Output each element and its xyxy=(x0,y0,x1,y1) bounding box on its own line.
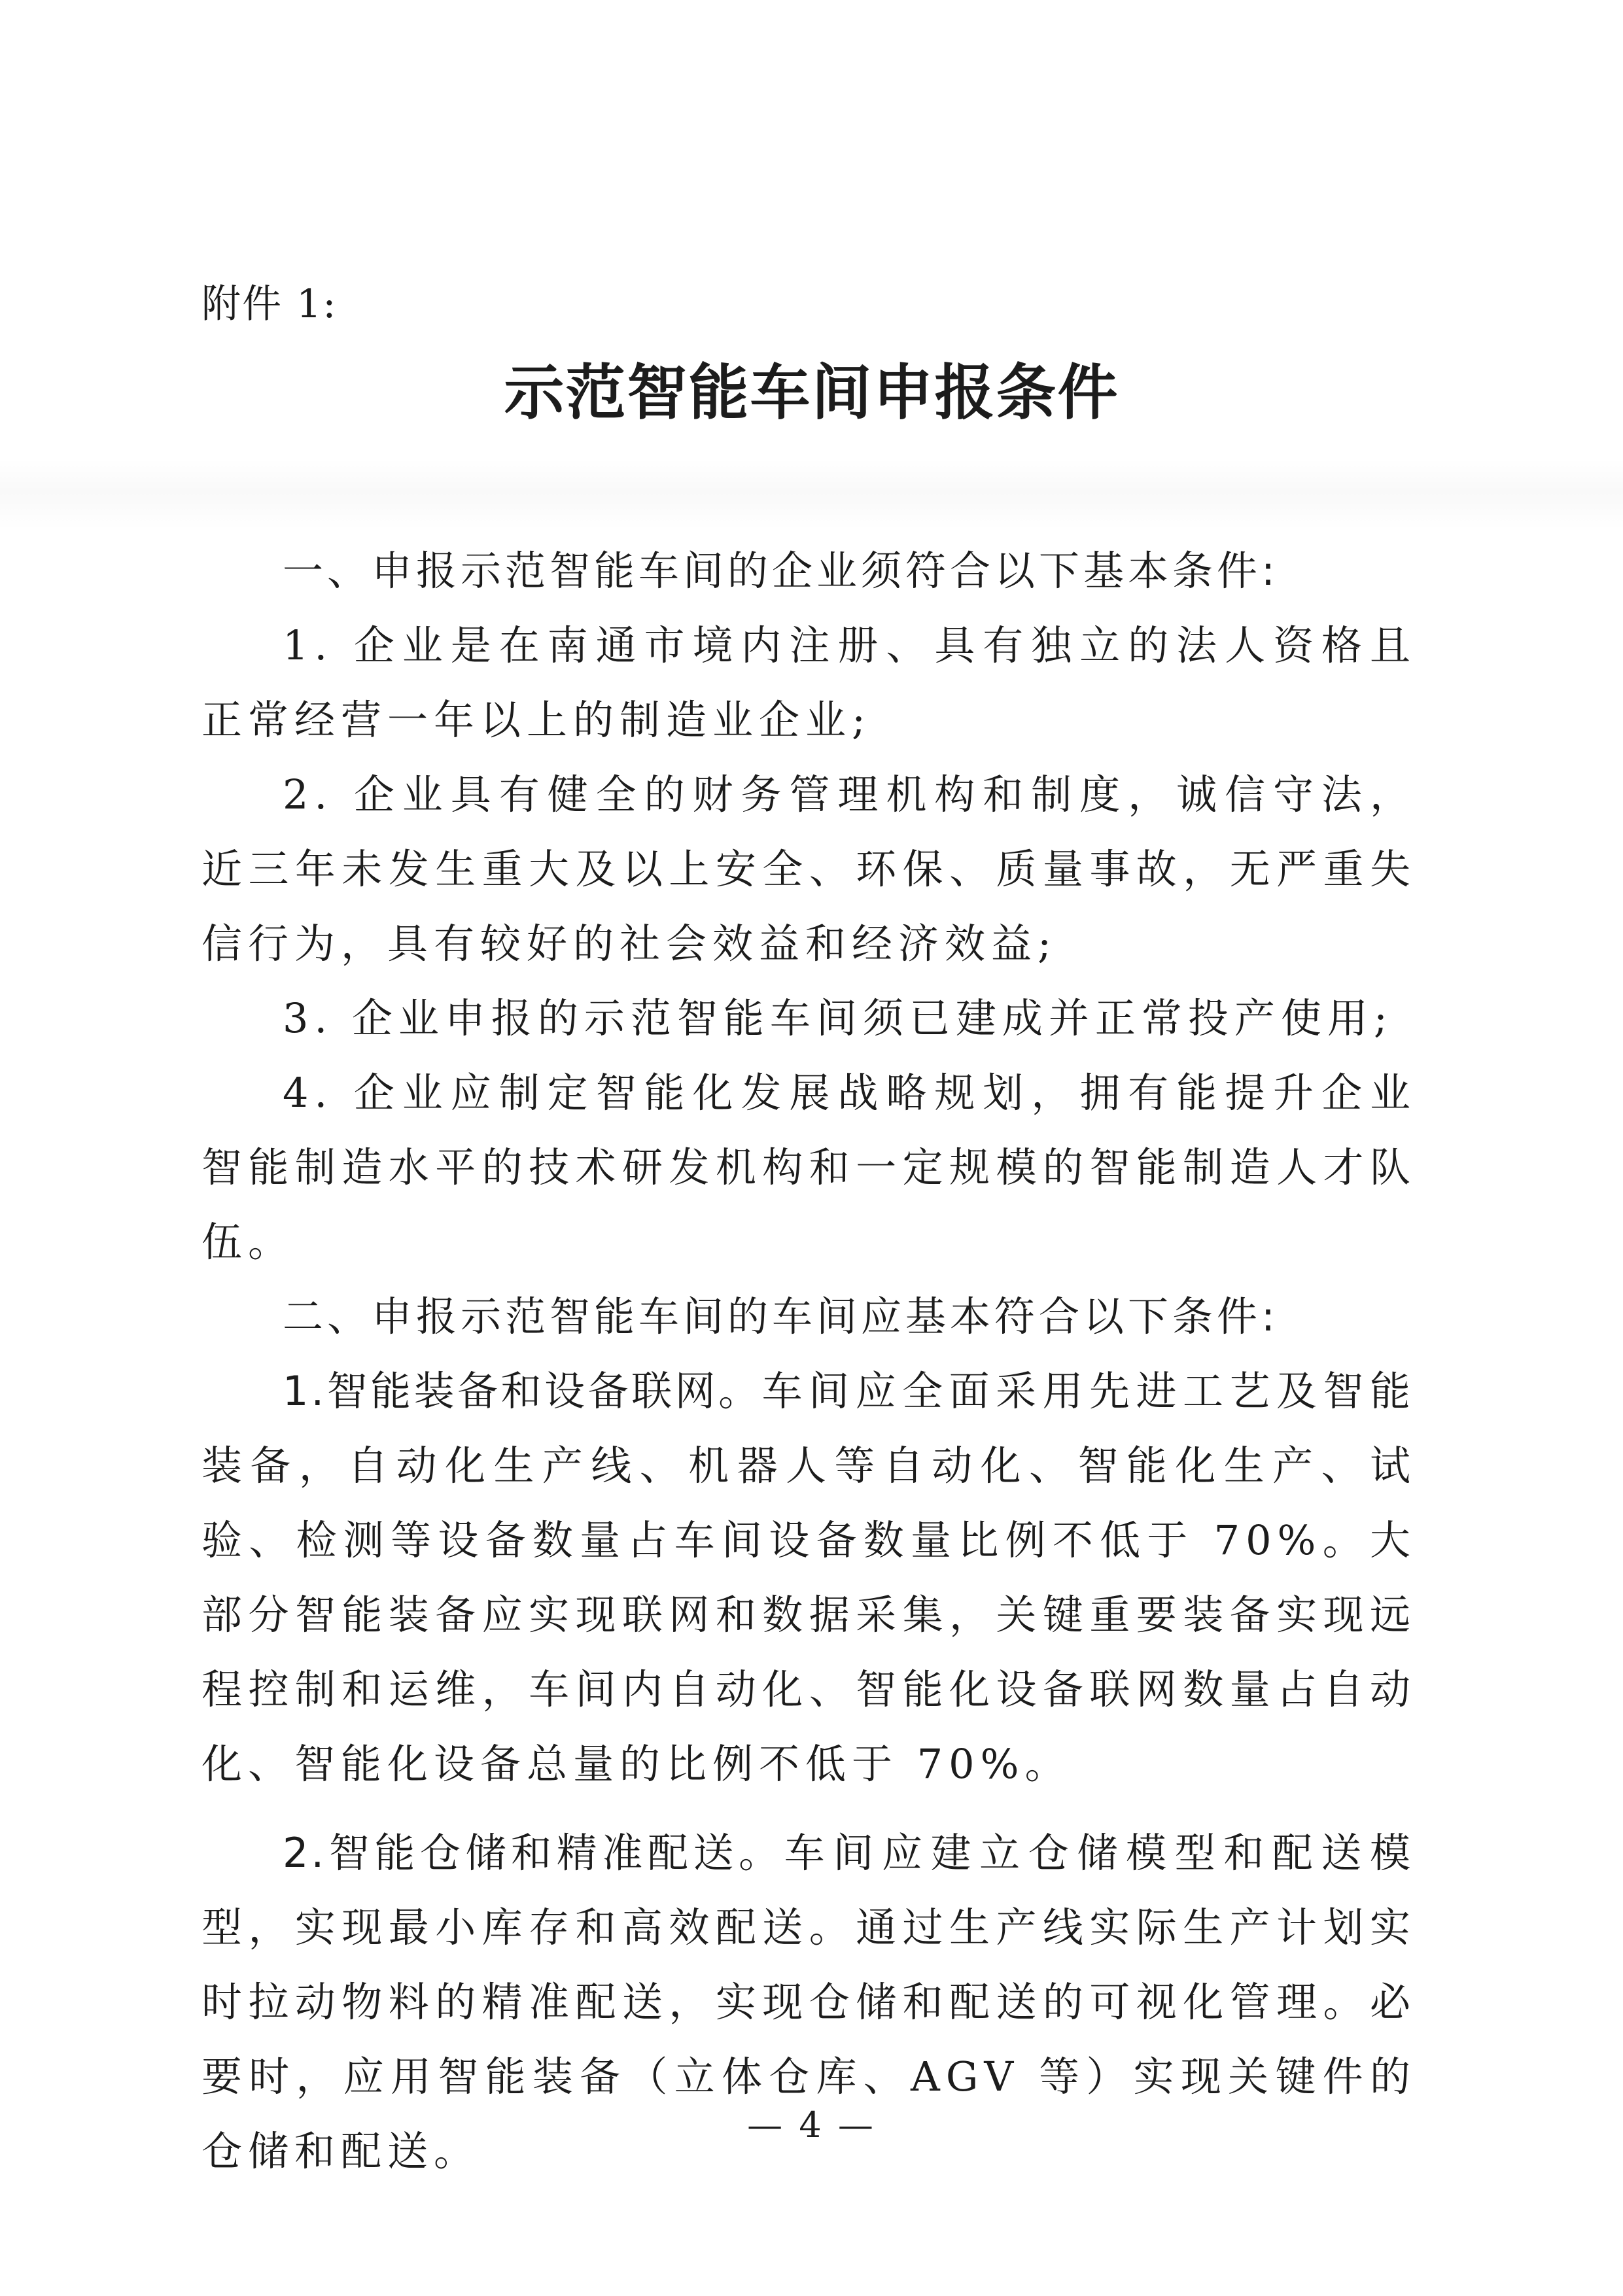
condition-item-3: 3. 企业申报的示范智能车间须已建成并正常投产使用; xyxy=(283,994,1393,1042)
condition-item-1: 1. 企业是在南通市境内注册、具有独立的法人资格且正常经营一年以上的制造业企业; xyxy=(201,621,1416,744)
document-title: 示范智能车间申报条件 xyxy=(504,357,1119,428)
workshop-condition-2-lead: 2.智能仓储和精准配送。 xyxy=(283,1829,784,1877)
attachment-label: 附件 1: xyxy=(201,281,338,327)
scan-shadow-band xyxy=(0,458,1623,530)
document-body xyxy=(201,534,1416,2189)
page-number: — 4 — xyxy=(747,2104,876,2146)
workshop-condition-1-text: 车间应全面采用先进工艺及智能装备，自动化生产线、机器人等自动化、智能化生产、试验、检测等设备数量占车间设备数量比例不低于 70%。大部分智能装备应实现联网和数据采集，关键重要装备实现远程控制和运维，车间内自动化、智能化设备联网数量占自动化、智能化设备总量的比例不低于 70%。 xyxy=(201,1367,1416,1788)
workshop-condition-2-text: 车间应建立仓储模型和配送模型，实现最小库存和高效配送。通过生产线实际生产计划实时拉动物料的精准配送，实现仓储和配送的可视化管理。必要时，应用智能装备（立体仓库、AGV 等）实现关键件的仓储和配送。 xyxy=(201,1829,1416,2175)
workshop-condition-1-lead: 1.智能装备和设备联网。 xyxy=(283,1367,762,1415)
condition-item-2: 2. 企业具有健全的财务管理机构和制度，诚信守法，近三年未发生重大及以上安全、环保、质量事故，无严重失信行为，具有较好的社会效益和经济效益; xyxy=(201,771,1416,967)
workshop-condition-1 xyxy=(201,1354,1416,1801)
section-heading-2: 二、申报示范智能车间的车间应基本符合以下条件: xyxy=(283,1293,1279,1340)
section-heading-1: 一、申报示范智能车间的企业须符合以下基本条件: xyxy=(283,547,1279,595)
condition-item-4: 4. 企业应制定智能化发展战略规划，拥有能提升企业智能制造水平的技术研发机构和一定规模的智能制造人才队伍。 xyxy=(201,1069,1416,1266)
